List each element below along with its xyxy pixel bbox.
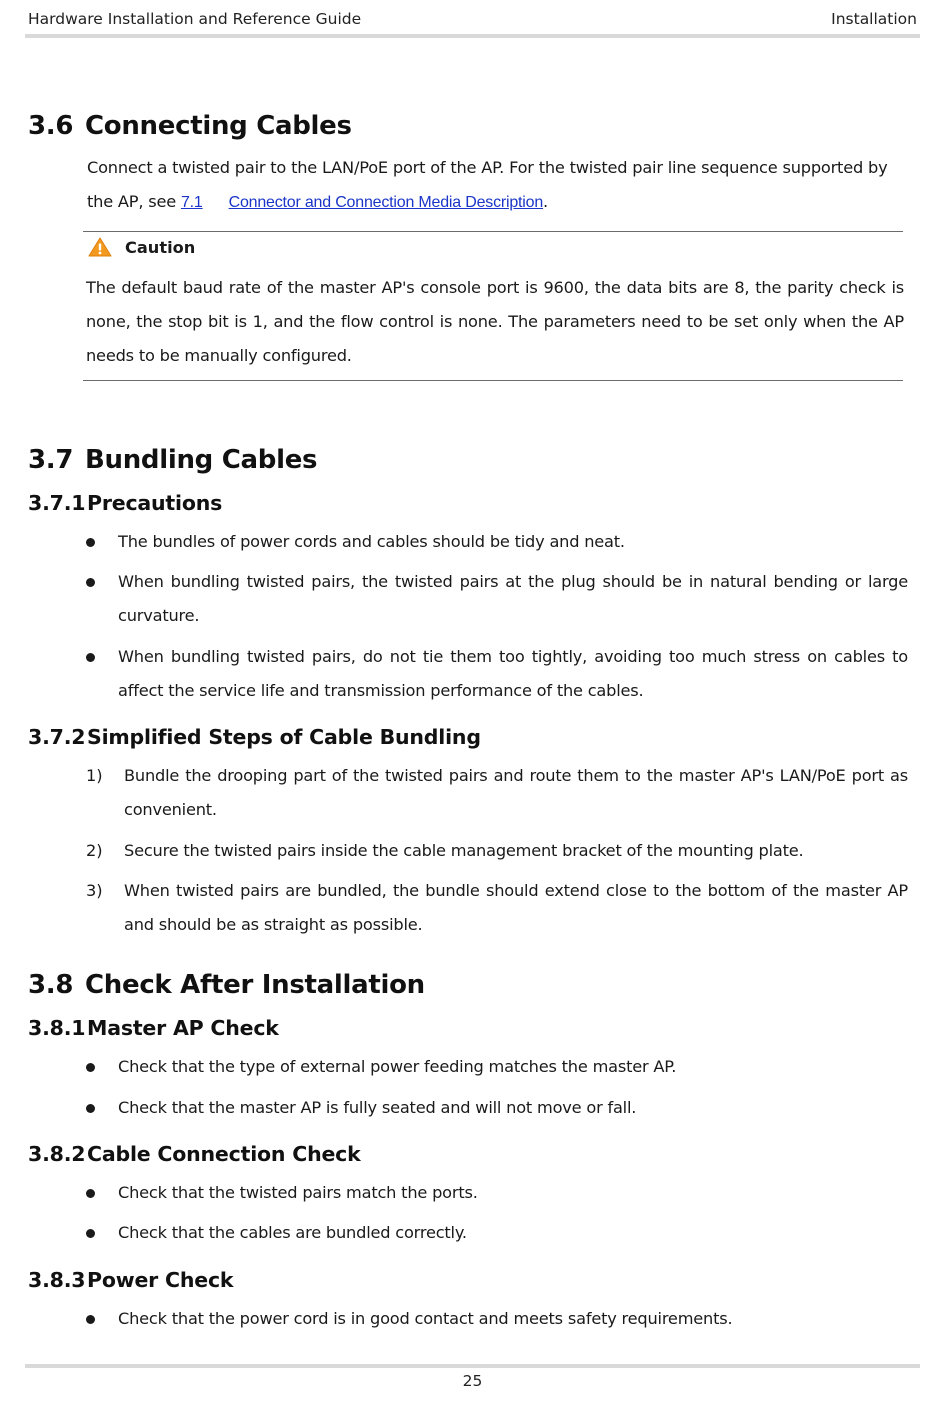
bullet-icon — [86, 1315, 95, 1324]
step-number: 2) — [86, 841, 103, 860]
intro-text: Connect a twisted pair to the LAN/PoE port of the AP. For the twisted pair line sequence supported by the AP, see — [87, 158, 888, 211]
subsection-number: 3.7.2 — [28, 725, 86, 749]
caution-bottom-rule — [83, 380, 903, 381]
step-text: Bundle the drooping part of the twisted pairs and route them to the master AP's LAN/PoE port as convenient. — [124, 766, 908, 819]
subsection-heading-3-8-2 — [28, 1142, 361, 1166]
section-heading-3-7 — [28, 445, 317, 475]
section-heading-3-6 — [28, 111, 352, 141]
list-item-text: The bundles of power cords and cables should be tidy and neat. — [118, 532, 625, 551]
caution-label: Caution — [125, 237, 196, 257]
section-title: Check After Installation — [85, 970, 425, 1000]
list-item-text: Check that the type of external power feeding matches the master AP. — [118, 1057, 677, 1076]
list-item-text: Check that the master AP is fully seated and will not move or fall. — [118, 1098, 637, 1117]
section-title: Bundling Cables — [85, 445, 318, 475]
list-item-text: When bundling twisted pairs, the twisted pairs at the plug should be in natural bending or large curvature. — [118, 572, 908, 625]
section-intro-paragraph — [87, 151, 907, 220]
list-item-text: Check that the power cord is in good contact and meets safety requirements. — [118, 1309, 733, 1328]
subsection-title: Simplified Steps of Cable Bundling — [87, 725, 481, 749]
section-number: 3.8 — [28, 970, 74, 1000]
subsection-heading-3-8-3 — [28, 1268, 233, 1292]
section-title: Connecting Cables — [85, 111, 352, 141]
bullet-icon — [86, 1189, 95, 1198]
bullet-icon — [86, 1229, 95, 1238]
warning-icon — [88, 237, 112, 257]
caution-header — [88, 236, 195, 258]
subsection-number: 3.8.3 — [28, 1268, 86, 1292]
cross-reference-link[interactable] — [181, 194, 543, 211]
bullet-icon — [86, 653, 95, 662]
link-text: Connector and Connection Media Description — [228, 194, 544, 211]
list-item-text: Check that the cables are bundled correctly. — [118, 1223, 467, 1242]
list-item-text: When bundling twisted pairs, do not tie them too tightly, avoiding too much stress on cables to affect the service life and transmission performance of the cables. — [118, 647, 908, 700]
subsection-heading-3-7-1 — [28, 491, 222, 515]
intro-text-end: . — [543, 192, 548, 211]
list-item-text: Check that the twisted pairs match the ports. — [118, 1183, 478, 1202]
subsection-title: Power Check — [87, 1268, 234, 1292]
subsection-title: Precautions — [87, 491, 223, 515]
page-number: 25 — [462, 1372, 483, 1390]
section-number: 3.7 — [28, 445, 74, 475]
step-text: Secure the twisted pairs inside the cable management bracket of the mounting plate. — [124, 841, 804, 860]
subsection-heading-3-7-2 — [28, 725, 481, 749]
bullet-icon — [86, 1063, 95, 1072]
bullet-icon — [86, 578, 95, 587]
section-heading-3-8 — [28, 970, 425, 1000]
subsection-number: 3.8.1 — [28, 1016, 86, 1040]
step-number: 1) — [86, 766, 103, 785]
bullet-icon — [86, 538, 95, 547]
caution-text: The default baud rate of the master AP's console port is 9600, the data bits are 8, the parity check is none, the stop bit is 1, and the flow control is none. The parameters need to be set only when the AP needs to be manually configured. — [86, 278, 904, 365]
subsection-heading-3-8-1 — [28, 1016, 279, 1040]
footer-divider — [25, 1364, 920, 1368]
subsection-title: Master AP Check — [87, 1016, 279, 1040]
subsection-number: 3.8.2 — [28, 1142, 86, 1166]
step-number: 3) — [86, 881, 103, 900]
link-number: 7.1 — [180, 194, 203, 211]
caution-top-rule — [83, 231, 903, 232]
step-text: When twisted pairs are bundled, the bundle should extend close to the bottom of the master AP and should be as straight as possible. — [124, 881, 908, 934]
bullet-icon — [86, 1104, 95, 1113]
running-header-section: Installation — [831, 10, 917, 28]
header-divider — [25, 34, 920, 38]
subsection-title: Cable Connection Check — [87, 1142, 361, 1166]
subsection-number: 3.7.1 — [28, 491, 86, 515]
section-number: 3.6 — [28, 111, 74, 141]
running-header-title: Hardware Installation and Reference Guide — [28, 10, 362, 28]
